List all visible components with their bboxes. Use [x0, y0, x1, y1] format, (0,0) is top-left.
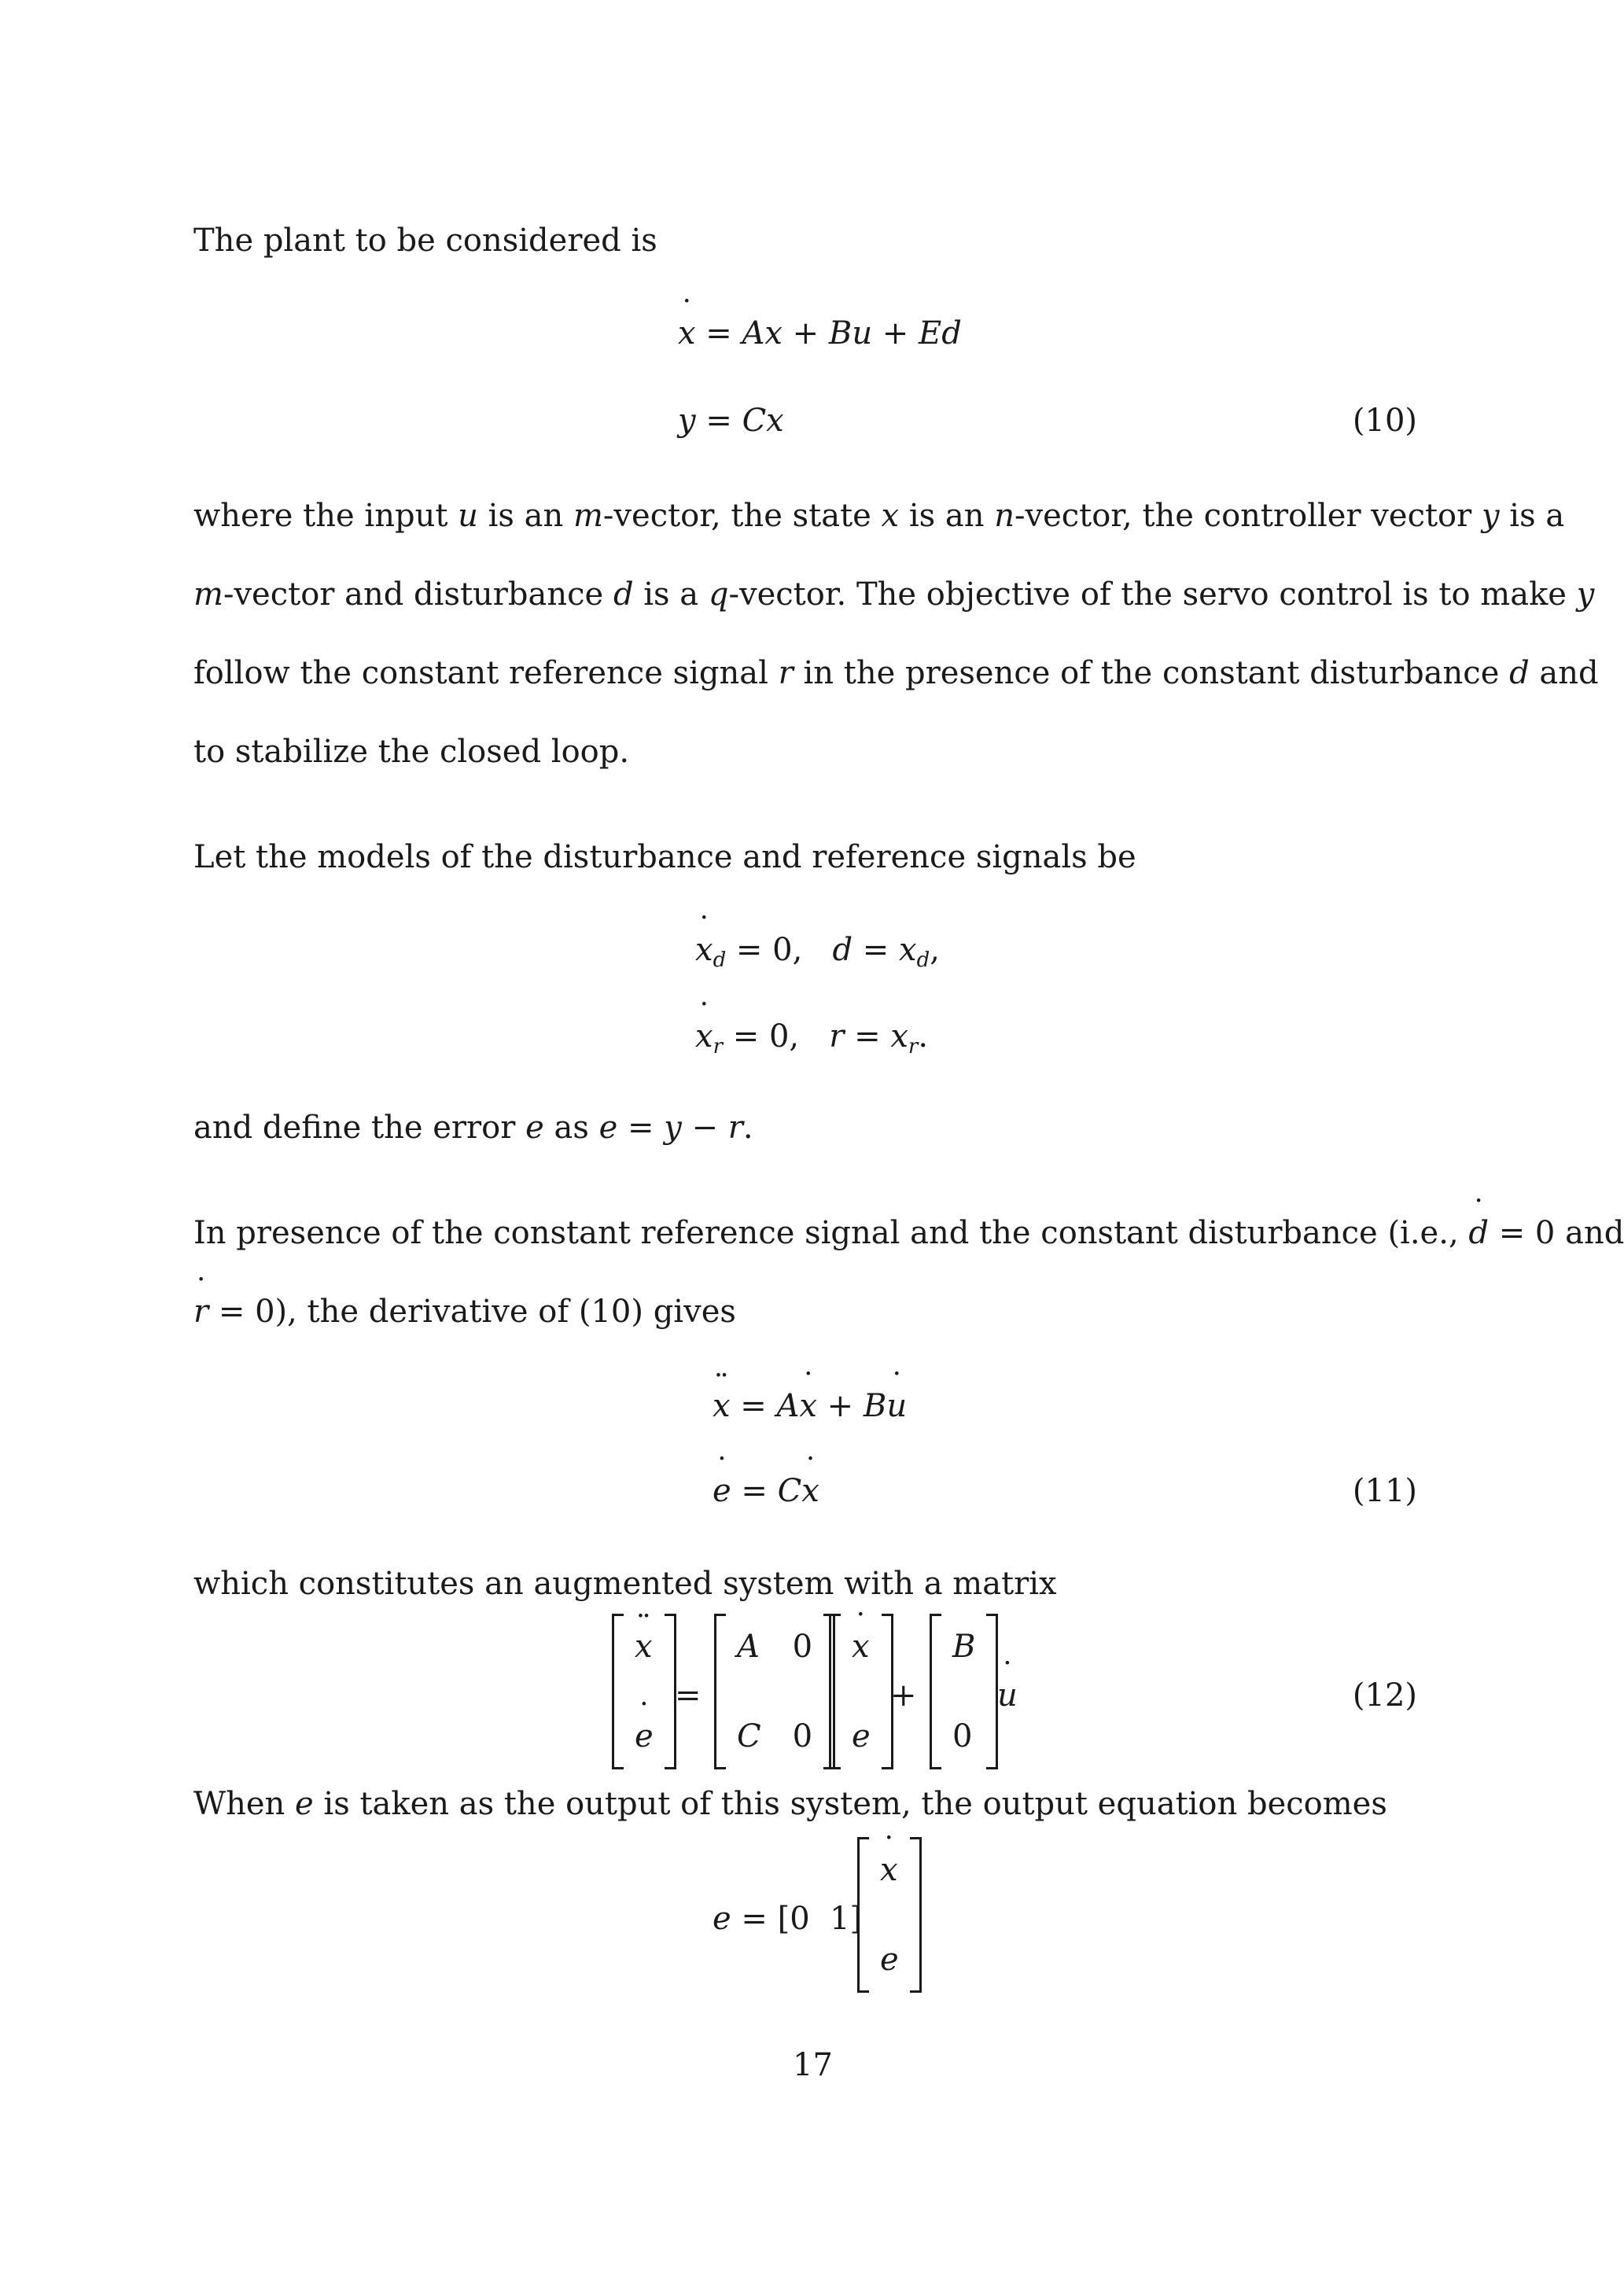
paragraph-definitions-line1: where the input u is an m-vector, the state x is an n-vector, the controller vector y is a — [193, 498, 1565, 534]
page-number: 17 — [793, 2047, 833, 2083]
paragraph-error-definition: and define the error e as e = y − r. — [193, 1110, 753, 1146]
equation-disturbance-model: x $˙_d = 0$, $d = x_d$, — [695, 934, 940, 966]
paragraph-presence-line1: In presence of the constant reference signal and the constant disturbance (i.e., d ˙ = 0 and — [193, 1217, 1624, 1249]
paragraph-definitions-line2: m-vector and disturbance d is a q-vector. The objective of the servo control is to make y — [193, 576, 1595, 613]
paragraph-definitions-line4: to stabilize the closed loop. — [193, 734, 630, 770]
equation-number-10: (10) — [1352, 403, 1417, 439]
matrix-state: x ˙ e — [829, 1614, 893, 1769]
paragraph-intro: The plant to be considered is — [193, 223, 657, 259]
equals-sign: = — [675, 1677, 702, 1714]
equation-state: x ˙ = Ax + Bu + Ed — [678, 318, 962, 349]
paragraph-definitions-line3: follow the constant reference signal r in the presence of the constant disturbance d and — [193, 655, 1599, 691]
paragraph-presence-line2: r ˙ = 0), the derivative of (10) gives — [193, 1296, 736, 1327]
equation-number-11: (11) — [1352, 1473, 1417, 1509]
paragraph-output-equation: When e is taken as the output of this system, the output equation becomes — [193, 1786, 1387, 1822]
paragraph-augmented: which constitutes an augmented system with a matrix — [193, 1566, 1057, 1602]
matrix-system: A 0 C 0 — [714, 1614, 835, 1769]
matrix-state-derivative: x ¨ e ˙ — [612, 1614, 676, 1769]
matrix-output-state: x ˙ e — [857, 1837, 922, 1993]
input-derivative: u ˙ — [997, 1680, 1018, 1711]
equation-output: y = Cx — [678, 403, 784, 439]
plus-sign: + — [890, 1677, 917, 1714]
equation-second-derivative: x ¨ = Ax ˙ + Bu ˙ — [713, 1390, 907, 1422]
equation-output-error: e = [0 1] — [713, 1901, 863, 1937]
equation-number-12: (12) — [1352, 1677, 1417, 1714]
equation-reference-model: x $˙_r = 0$, $r = x_r$. — [695, 1021, 928, 1052]
equation-error-derivative: e ˙ = Cx ˙ — [713, 1475, 819, 1507]
paragraph-models: Let the models of the disturbance and reference signals be — [193, 839, 1136, 875]
matrix-input: B 0 — [930, 1614, 998, 1769]
